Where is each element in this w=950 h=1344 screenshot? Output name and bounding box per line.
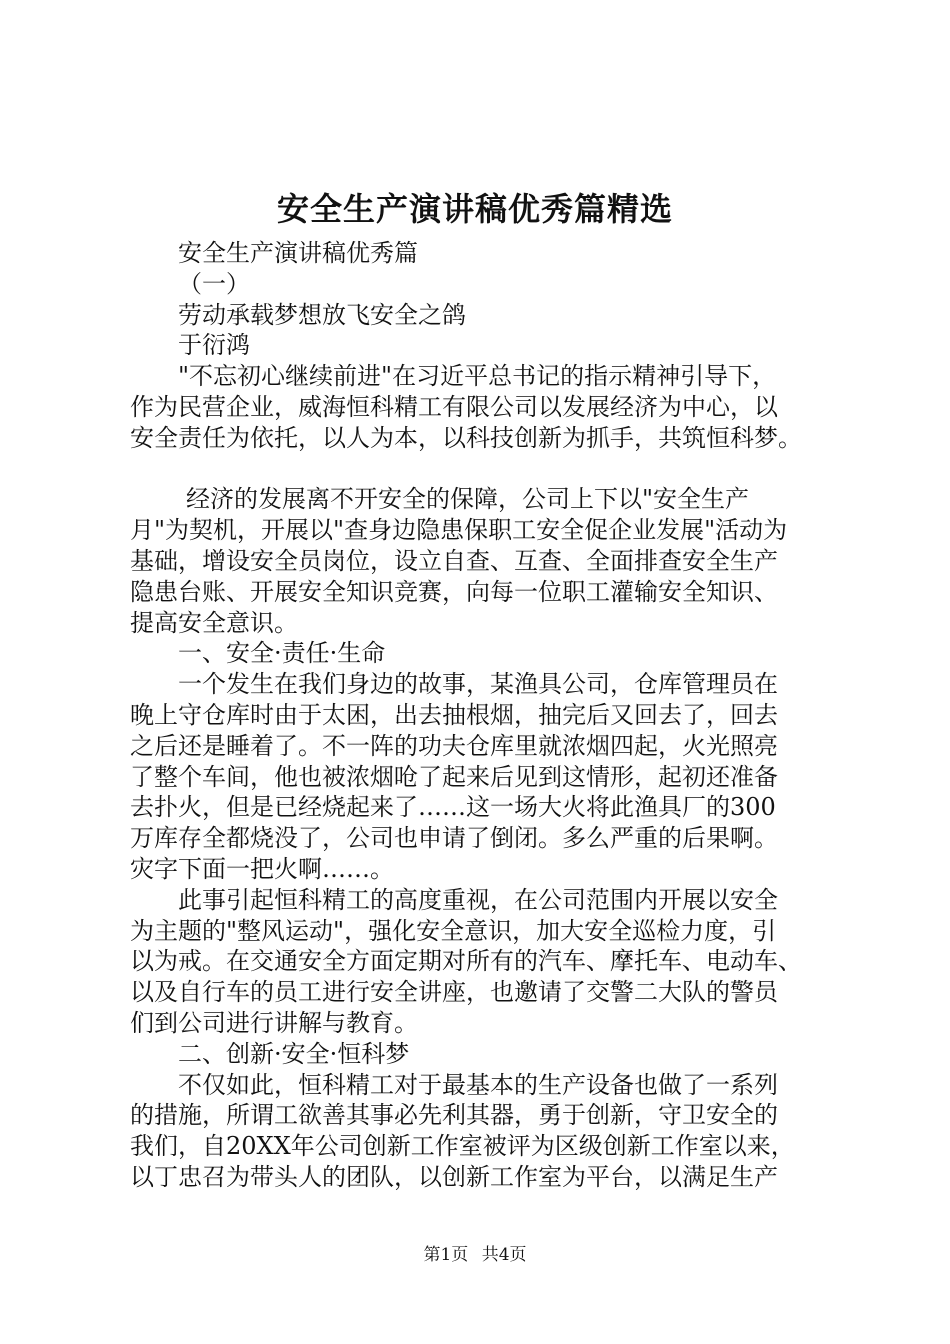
paragraph-line: 月"为契机，开展以"查身边隐患保职工安全促企业发展"活动为 — [130, 516, 788, 545]
paragraph-line: 以及自行车的员工进行安全讲座，也邀请了交警二大队的警员 — [130, 978, 778, 1007]
document-title: 安全生产演讲稿优秀篇精选 — [276, 190, 673, 228]
paragraph-line: 不仅如此，恒科精工对于最基本的生产设备也做了一系列 — [178, 1070, 778, 1099]
page-number: 第1页 — [423, 1245, 469, 1265]
paragraph-line: 们到公司进行讲解与教育。 — [130, 1008, 418, 1037]
paragraph-line: 以为戒。在交通安全方面定期对所有的汽车、摩托车、电动车、 — [130, 947, 802, 976]
paragraph-line: 此事引起恒科精工的高度重视，在公司范围内开展以安全 — [178, 885, 778, 914]
paragraph-3 — [130, 669, 850, 885]
subtitle: 安全生产演讲稿优秀篇 — [178, 239, 418, 267]
speech-title: 劳动承载梦想放飞安全之鸽 — [178, 300, 466, 329]
paragraph-line: 提高安全意识。 — [130, 608, 298, 637]
paragraph-line: 了整个车间，他也被浓烟呛了起来后见到这情形，起初还准备 — [130, 762, 778, 791]
paragraph-line: 以丁忠召为带头人的团队，以创新工作室为平台，以满足生产 — [130, 1162, 778, 1191]
paragraph-1 — [130, 361, 850, 453]
paragraph-2 — [130, 484, 850, 638]
paragraph-line: 隐患台账、开展安全知识竞赛，向每一位职工灌输安全知识、 — [130, 577, 778, 606]
section-heading-1: 一、安全·责任·生命 — [178, 639, 386, 668]
paragraph-line: 安全责任为依托，以人为本，以科技创新为抓手，共筑恒科梦。 — [130, 423, 802, 452]
document-body — [130, 238, 850, 1193]
paragraph-line: 的措施，所谓工欲善其事必先利其器，勇于创新，守卫安全的 — [130, 1101, 778, 1130]
paragraph-line: 我们，自20XX年公司创新工作室被评为区级创新工作室以来， — [130, 1132, 795, 1161]
paragraph-line: 作为民营企业，威海恒科精工有限公司以发展经济为中心，以 — [130, 392, 778, 421]
paragraph-spacer — [130, 454, 850, 485]
paragraph-5 — [130, 1070, 850, 1193]
page-total: 共4页 — [481, 1245, 527, 1265]
author-name: 于衍鸿 — [178, 331, 250, 360]
page-footer — [0, 1243, 950, 1267]
paragraph-line: 万库存全都烧没了，公司也申请了倒闭。多么严重的后果啊。 — [130, 824, 778, 853]
paragraph-line: 为主题的"整风运动"，强化安全意识，加大安全巡检力度，引 — [130, 916, 777, 945]
paragraph-line: 经济的发展离不开安全的保障，公司上下以"安全生产 — [186, 485, 750, 514]
paragraph-line: 灾字下面一把火啊……。 — [130, 854, 394, 883]
paragraph-line: 基础，增设安全员岗位，设立自查、互查、全面排查安全生产 — [130, 546, 778, 575]
section-heading-2: 二、创新·安全·恒科梦 — [178, 1039, 410, 1068]
paragraph-line: 之后还是睡着了。不一阵的功夫仓库里就浓烟四起，火光照亮 — [130, 731, 778, 760]
paragraph-line: 一个发生在我们身边的故事，某渔具公司，仓库管理员在 — [178, 670, 778, 699]
paragraph-4 — [130, 885, 850, 1039]
part-number: （一） — [178, 269, 250, 298]
paragraph-line: "不忘初心继续前进"在习近平总书记的指示精神引导下， — [178, 362, 777, 391]
paragraph-line: 晚上守仓库时由于太困，出去抽根烟，抽完后又回去了，回去 — [130, 700, 778, 729]
paragraph-line: 去扑火，但是已经烧起来了……这一场大火将此渔具厂的300 — [130, 793, 776, 822]
